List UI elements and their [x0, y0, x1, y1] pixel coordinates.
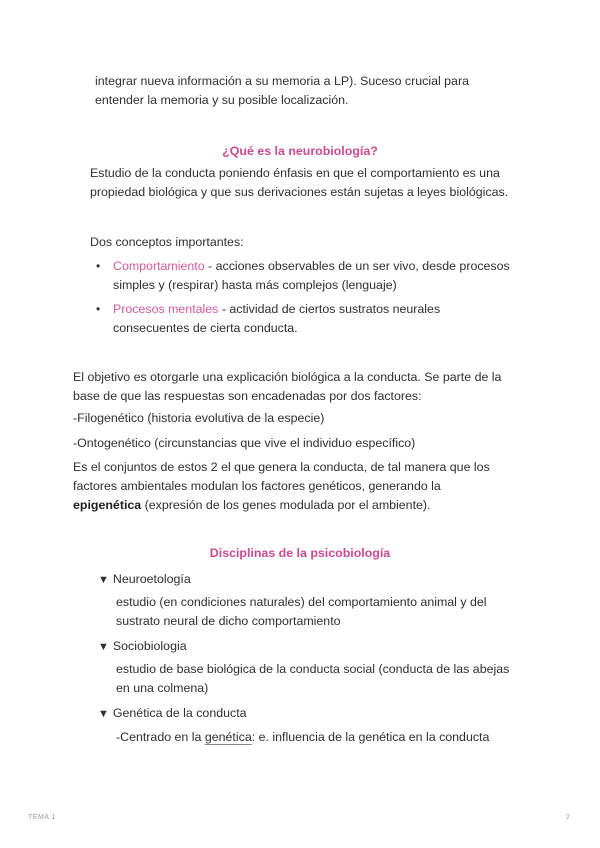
toggle-triangle-icon[interactable]: ▼ [98, 574, 109, 586]
definition-line-1: Estudio de la conducta poniendo énfasis en que el comportamiento es una [90, 166, 500, 180]
bullet-dot: • [96, 302, 101, 316]
section-heading-disciplines: Disciplinas de la psicobiología [209, 546, 391, 560]
concept-line-2: simples y (respirar) hasta más complejos (lenguaje) [113, 278, 397, 292]
intro-line-2: entender la memoria y su posible localización. [95, 93, 349, 107]
conclusion-line-2: factores ambientales modulan los factores genéticos, generando la [73, 479, 441, 493]
concept-line-1 [113, 300, 440, 319]
bullet-dot: • [96, 259, 101, 273]
intro-line-1: integrar nueva información a su memoria a LP). Suceso crucial para [95, 74, 469, 88]
factor-ontogenetic: -Ontogenético (circunstancias que vive el individuo específico) [73, 436, 416, 450]
concept-line-1 [113, 257, 510, 276]
toggle-behavioral-genetics[interactable] [98, 704, 247, 724]
discipline-description-line-2: sustrato neural de dicho comportamiento [116, 614, 341, 628]
discipline-description [116, 728, 489, 747]
footer-label: TEMA 1 [28, 814, 56, 821]
description-suffix: : e. influencia de la genética en la conducta [251, 730, 490, 744]
discipline-description-line-1: estudio (en condiciones naturales) del comportamiento animal y del [116, 595, 487, 609]
concept-line-2: consecuentes de cierta conducta. [113, 321, 298, 335]
toggle-sociobiology[interactable] [98, 637, 187, 657]
epigenetics-term: epigenética [73, 498, 142, 512]
definition-line-2: propiedad biológica y que sus derivaciones están sujetas a leyes biológicas. [90, 185, 509, 199]
concept-description: - acciones observables de un ser vivo, desde procesos [204, 259, 510, 273]
objective-line-1: El objetivo es otorgarle una explicación biológica a la conducta. Se parte de la [73, 370, 502, 384]
concepts-intro: Dos conceptos importantes: [90, 235, 244, 249]
toggle-neuroethology[interactable] [98, 570, 191, 590]
toggle-title: Neuroetología [112, 572, 191, 586]
objective-line-2: base de que las respuestas son encadenadas por dos factores: [73, 389, 422, 403]
page-number: 2 [566, 814, 571, 821]
factor-phylogenetic: -Filogenético (historia evolutiva de la especie) [73, 411, 325, 425]
description-prefix: -Centrado en la [116, 730, 205, 744]
concept-description: - actividad de ciertos sustratos neurales [218, 302, 441, 316]
epigenetics-definition: (expresión de los genes modulada por el ambiente). [141, 498, 431, 512]
discipline-description-line-2: en una colmena) [116, 681, 209, 695]
conclusion-line-3 [73, 496, 430, 515]
toggle-title: Sociobiologia [112, 639, 187, 653]
genetics-link[interactable]: genética [204, 730, 252, 744]
toggle-triangle-icon[interactable]: ▼ [98, 641, 109, 653]
section-heading-neurobiology: ¿Qué es la neurobiología? [222, 144, 378, 158]
toggle-title: Genética de la conducta [112, 706, 247, 720]
toggle-triangle-icon[interactable]: ▼ [98, 708, 109, 720]
discipline-description-line-1: estudio de base biológica de la conducta social (conducta de las abejas [116, 662, 510, 676]
concept-term: Procesos mentales [113, 302, 219, 316]
concept-term: Comportamiento [113, 259, 205, 273]
conclusion-line-1: Es el conjuntos de estos 2 el que genera la conducta, de tal manera que los [73, 460, 490, 474]
